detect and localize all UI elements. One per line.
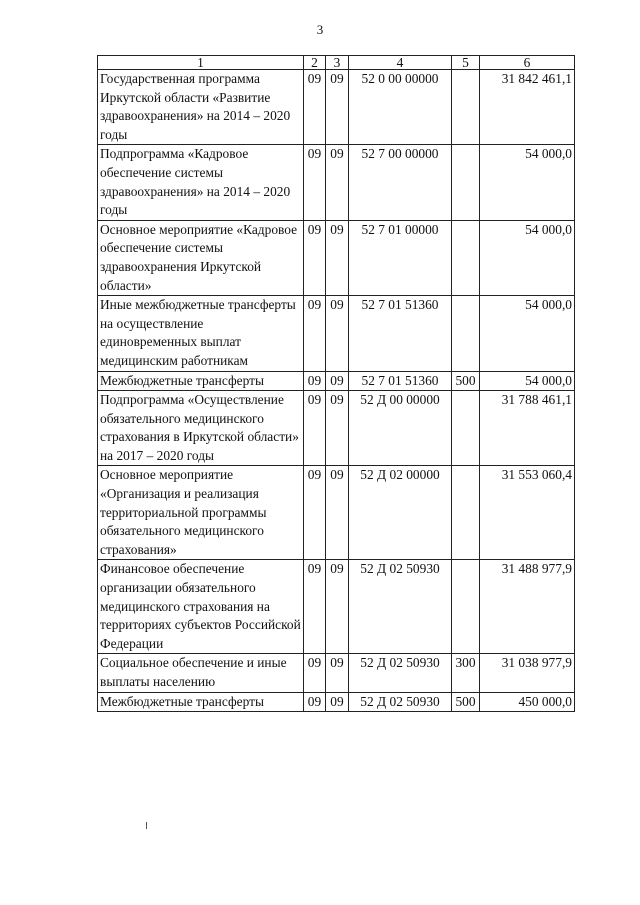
budget-table <box>97 55 575 712</box>
row-rz: 09 <box>304 220 326 295</box>
row-pr: 09 <box>326 296 349 371</box>
row-csr: 52 Д 02 50930 <box>349 654 452 692</box>
row-amount: 54 000,0 <box>480 220 575 295</box>
table-row <box>98 220 575 295</box>
row-vr <box>452 145 480 220</box>
row-csr: 52 Д 00 00000 <box>349 391 452 466</box>
row-vr <box>452 391 480 466</box>
row-amount: 31 038 977,9 <box>480 654 575 692</box>
row-pr: 09 <box>326 145 349 220</box>
row-rz: 09 <box>304 145 326 220</box>
row-csr: 52 7 00 00000 <box>349 145 452 220</box>
row-csr: 52 7 01 51360 <box>349 296 452 371</box>
row-csr: 52 Д 02 00000 <box>349 466 452 560</box>
row-rz: 09 <box>304 692 326 712</box>
row-name: Иные межбюджетные трансферты на осуществление единовременных выплат медицинским работникам <box>98 296 304 371</box>
table-row <box>98 391 575 466</box>
row-amount: 450 000,0 <box>480 692 575 712</box>
row-amount: 31 842 461,1 <box>480 70 575 145</box>
row-vr: 500 <box>452 371 480 391</box>
row-csr: 52 7 01 51360 <box>349 371 452 391</box>
row-pr: 09 <box>326 371 349 391</box>
col-header-pr: 3 <box>326 56 349 70</box>
row-vr <box>452 70 480 145</box>
row-amount: 31 788 461,1 <box>480 391 575 466</box>
row-name: Подпрограмма «Осуществление обязательного медицинского страхования в Иркутской области» на 2017 – 2020 годы <box>98 391 304 466</box>
table-row <box>98 296 575 371</box>
row-rz: 09 <box>304 391 326 466</box>
row-name: Финансовое обеспечение организации обязательного медицинского страхования на территориях субъектов Российской Федерации <box>98 560 304 654</box>
table-row <box>98 466 575 560</box>
table-row <box>98 654 575 692</box>
row-rz: 09 <box>304 371 326 391</box>
table-row <box>98 560 575 654</box>
row-name: Государственная программа Иркутской области «Развитие здравоохранения» на 2014 – 2020 годы <box>98 70 304 145</box>
row-rz: 09 <box>304 654 326 692</box>
row-csr: 52 Д 02 50930 <box>349 560 452 654</box>
table-row <box>98 145 575 220</box>
row-rz: 09 <box>304 296 326 371</box>
table-header-row <box>98 56 575 70</box>
row-pr: 09 <box>326 692 349 712</box>
row-amount: 54 000,0 <box>480 296 575 371</box>
row-csr: 52 Д 02 50930 <box>349 692 452 712</box>
row-name: Подпрограмма «Кадровое обеспечение системы здравоохранения» на 2014 – 2020 годы <box>98 145 304 220</box>
table-row <box>98 692 575 712</box>
row-vr <box>452 560 480 654</box>
row-pr: 09 <box>326 560 349 654</box>
table-row <box>98 70 575 145</box>
row-csr: 52 0 00 00000 <box>349 70 452 145</box>
col-header-csr: 4 <box>349 56 452 70</box>
col-header-name: 1 <box>98 56 304 70</box>
row-amount: 31 488 977,9 <box>480 560 575 654</box>
row-pr: 09 <box>326 466 349 560</box>
row-rz: 09 <box>304 466 326 560</box>
col-header-vr: 5 <box>452 56 480 70</box>
scan-mark <box>146 822 147 829</box>
row-name: Основное мероприятие «Организация и реализация территориальной программы обязательного медицинского страхования» <box>98 466 304 560</box>
row-amount: 31 553 060,4 <box>480 466 575 560</box>
row-amount: 54 000,0 <box>480 145 575 220</box>
row-vr <box>452 296 480 371</box>
row-pr: 09 <box>326 654 349 692</box>
row-pr: 09 <box>326 70 349 145</box>
row-vr <box>452 220 480 295</box>
col-header-rz: 2 <box>304 56 326 70</box>
row-name: Межбюджетные трансферты <box>98 692 304 712</box>
col-header-amount: 6 <box>480 56 575 70</box>
row-vr: 300 <box>452 654 480 692</box>
row-rz: 09 <box>304 70 326 145</box>
row-csr: 52 7 01 00000 <box>349 220 452 295</box>
row-name: Основное мероприятие «Кадровое обеспечение системы здравоохранения Иркутской области» <box>98 220 304 295</box>
row-rz: 09 <box>304 560 326 654</box>
row-pr: 09 <box>326 391 349 466</box>
row-vr <box>452 466 480 560</box>
row-name: Социальное обеспечение и иные выплаты населению <box>98 654 304 692</box>
row-vr: 500 <box>452 692 480 712</box>
row-name: Межбюджетные трансферты <box>98 371 304 391</box>
row-amount: 54 000,0 <box>480 371 575 391</box>
table-row <box>98 371 575 391</box>
page-number: 3 <box>316 22 324 37</box>
row-pr: 09 <box>326 220 349 295</box>
